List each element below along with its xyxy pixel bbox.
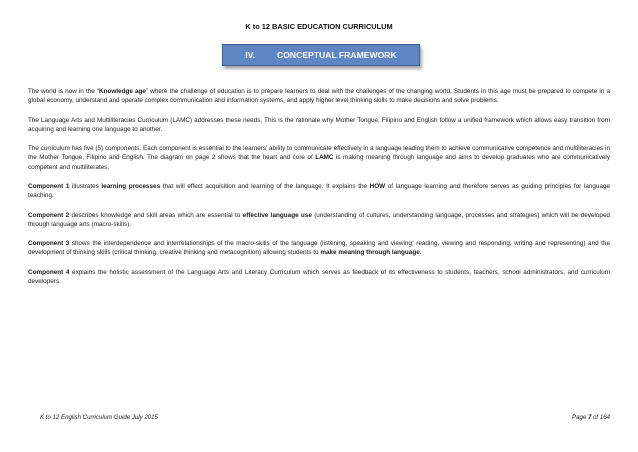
section-title: CONCEPTUAL FRAMEWORK bbox=[277, 50, 397, 60]
paragraph-knowledge-age bbox=[28, 87, 610, 105]
emphasis-make-meaning: make meaning through language bbox=[320, 249, 420, 257]
paragraph-component-4 bbox=[28, 268, 610, 286]
page-number-value: 7 bbox=[587, 414, 592, 421]
footer-guide-title: K to 12 English Curriculum Guide July 2015 bbox=[40, 414, 158, 421]
component-2-label: Component 2 bbox=[28, 211, 70, 219]
text-run: is making meaning through language and aims to develop graduates who are communicatively competent and multiliterates. bbox=[28, 154, 610, 171]
emphasis-lamc: LAMC bbox=[315, 154, 334, 162]
emphasis-learning-processes: learning processes bbox=[101, 182, 161, 190]
text-run: The world is now in the “ bbox=[28, 88, 100, 95]
page-prefix: Page bbox=[572, 414, 588, 421]
text-run: of language learning and therefore serves as guiding principles for language teaching. bbox=[28, 182, 611, 200]
text-run: ” where the challenge of education is to prepare learners to deal with the challenges of the changing world. Students in this age must be prepared to compete in a global economy, understand and operate complex communication and information systems, and apply higher level thinking skills to make decisions and solve problems. bbox=[28, 88, 610, 105]
text-run: describes knowledge and skill areas which are essential to bbox=[69, 211, 243, 219]
text-run: (understanding of cultures, understanding language, processes and strategies) which will be developed through language arts (macro-skills). bbox=[28, 211, 610, 228]
component-3-label: Component 3 bbox=[28, 240, 70, 248]
paragraph-component-3 bbox=[28, 239, 610, 257]
paragraph-components-overview bbox=[28, 144, 610, 172]
text-run: that will effect acquisition and learning of the language. It explains the bbox=[160, 182, 370, 190]
emphasis-how: HOW bbox=[369, 182, 386, 190]
text-run: shows the interdependence and interrelationships of the macro-skills of the language (listening, speaking and viewing; reading, viewing and responding; writing and representing) and the development of thinking skills (critical thinking, creative thinking and metacognition) allowing students to bbox=[28, 240, 610, 257]
text-run: . bbox=[419, 249, 422, 257]
page-total: of 164 bbox=[591, 414, 610, 421]
body-content bbox=[28, 87, 610, 296]
text-run: illustrates bbox=[69, 182, 102, 190]
paragraph-lamc: The Language Arts and Multiliteracies Curriculum (LAMC) addresses these needs. This is the rationale why Mother Tongue, Filipino and English follow a unified framework which allows easy transition from acquiring and learning one language to another. bbox=[28, 116, 610, 133]
section-banner bbox=[222, 44, 420, 66]
emphasis-knowledge-age: Knowledge age bbox=[99, 88, 146, 95]
page-footer bbox=[40, 414, 610, 421]
emphasis-effective-language-use: effective language use bbox=[242, 211, 312, 219]
text-run: The curriculum has five (5) components. Each component is essential to the learners’ ability to communicate effectively in a language leading them to achieve communicative competence and multiliteracies in the Mother Tongue, Filipino and English. The diagram on page 2 shows that the heart and core of bbox=[28, 145, 610, 162]
component-1-label: Component 1 bbox=[28, 182, 70, 190]
paragraph-component-1 bbox=[28, 182, 610, 200]
document-title: K to 12 BASIC EDUCATION CURRICULUM bbox=[245, 22, 393, 31]
text-run: explains the holistic assessment of the Language Arts and Literacy Curriculum which serves as feedback of its effectiveness to students, teachers, school administrators, and curriculum developers. bbox=[28, 268, 611, 285]
paragraph-component-2 bbox=[28, 211, 610, 229]
component-4-label: Component 4 bbox=[28, 268, 70, 276]
section-number: IV. bbox=[245, 50, 256, 60]
page-number bbox=[572, 414, 610, 421]
